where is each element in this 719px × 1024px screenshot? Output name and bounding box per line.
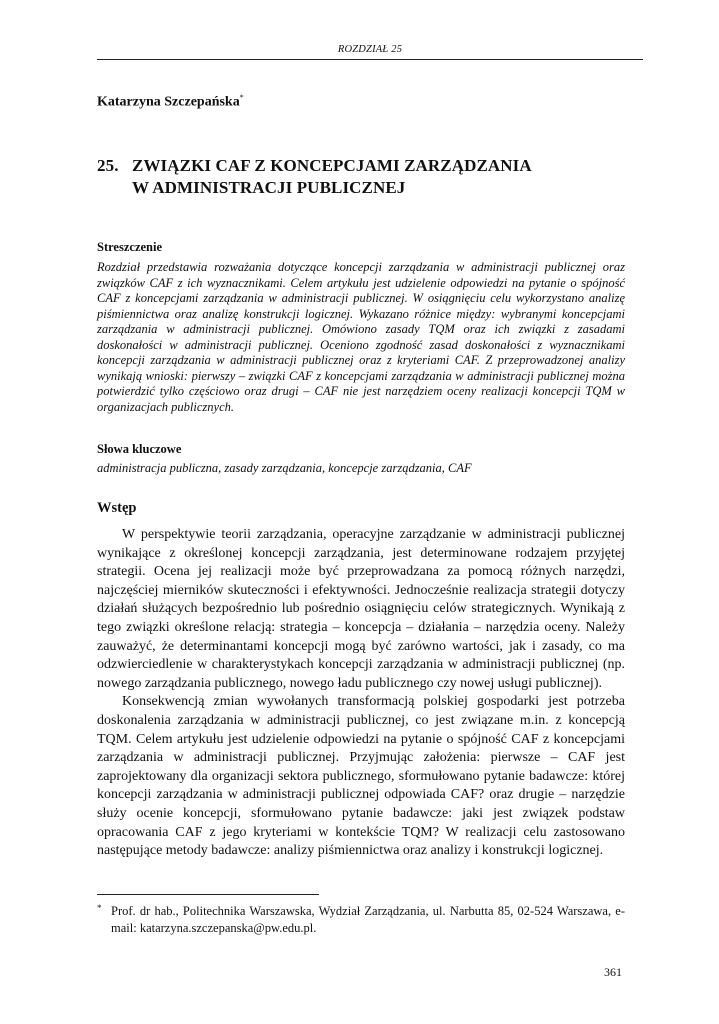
intro-paragraph-2: Konsekwencją zmian wywołanych transformacją polskiej gospodarki jest potrzeba doskonalenia zarządzania w administracji publicznej, co jest związane m.in. z koncepcją TQM. Celem artykułu jest udzielenie odpowiedzi na pytanie o spójność CAF z koncepcjami zarządzania w administracji publicznej. Przyjmując założenia: pierwsze – CAF jest zaprojektowany dla organizacji sektora publicznego, sformułowano pytanie badawcze: której koncepcji zarządzania w administracji publicznej odpowiada CAF? oraz drugie – narzędzie służy ocenie koncepcji, sformułowano pytanie badawcze: jaki jest związek podstaw opracowania CAF z jego kryteriami w kontekście TQM? W realizacji celu zastosowano następujące metody badawcze: analizy piśmiennictwa oraz analizy i konstrukcji logicznej. [97,694,625,859]
footnote-text: Prof. dr hab., Politechnika Warszawska, Wydział Zarządzania, ul. Narbutta 85, 02-524 Warszawa, e-mail: katarzyna.szczepanska@pw.edu.pl. [111,904,625,935]
abstract-text: Rozdział przedstawia rozważania dotyczące koncepcji zarządzania w administracji publicznej oraz związków CAF z ich wyznacznikami. Celem artykułu jest udzielenie odpowiedzi na pytanie o spójność CAF z koncepcjami zarządzania w administracji publicznej. W osiągnięciu celu wykorzystano analizę piśmiennictwa oraz analizę konstrukcji logicznej. Wykazano różnice między: wybranymi koncepcjami zarządzania w administracji publicznej. Omówiono zasady TQM oraz ich związki z zasadami doskonałości w administracji publicznej. Oceniono zgodność zasad doskonałości z wyznacznikami koncepcji zarządzania w administracji publicznej oraz z kryteriami CAF. Z przeprowadzonej analizy wynikają wnioski: pierwszy – związki CAF z koncepcjami zarządzania w administracji publicznej można potwierdzić tylko częściowo oraz drugi – CAF nie jest narzędziem oceny realizacji koncepcji TQM w organizacjach publicznych. [97,260,625,414]
page-number: 361 [604,965,622,979]
keywords-heading: Słowa kluczowe [97,442,182,456]
author-name-text: Katarzyna Szczepańska [97,94,240,110]
author-footnote-mark: * [239,93,244,102]
running-header [97,44,643,60]
chapter-title [97,155,643,199]
intro-body [97,526,625,861]
chapter-number: 25. [97,156,119,175]
footnote-divider [97,894,319,895]
running-title: ROZDZIAŁ 25 [337,44,403,55]
footnote [97,903,625,937]
author-name [97,93,244,111]
keywords-text: administracja publiczna, zasady zarządzania, koncepcje zarządzania, CAF [97,461,472,475]
chapter-title-line2: W ADMINISTRACJI PUBLICZNEJ [132,178,406,197]
chapter-title-line1: ZWIĄZKI CAF Z KONCEPCJAMI ZARZĄDZANIA [132,156,532,175]
intro-paragraph-1: W perspektywie teorii zarządzania, operacyjne zarządzanie w administracji publicznej wynikające z określonej koncepcji zarządzania, jest determinowane rodzajem przyjętej strategii. Ocena jej realizacji może być przeprowadzana za pomocą różnych narzędzi, najczęściej mierników skuteczności i efektywności. Jednocześnie realizacja strategii dotyczy działań służących bezpośrednio lub pośrednio osiągnięciu celów strategicznych. Wynikają z tego związki określone relacją: strategia – koncepcja – działania – narzędzia oceny. Należy zauważyć, że determinantami koncepcji mogą być zarówno wartości, jak i zasady, co ma odzwierciedlenie w charakterystykach koncepcji zarządzania w administracji publicznej (np. nowego zarządzania publicznego, nowego ładu publicznego czy nowej usługi publicznej). [97,527,625,691]
footnote-mark: * [97,903,102,913]
intro-heading: Wstęp [97,500,137,516]
abstract-heading: Streszczenie [97,240,163,254]
